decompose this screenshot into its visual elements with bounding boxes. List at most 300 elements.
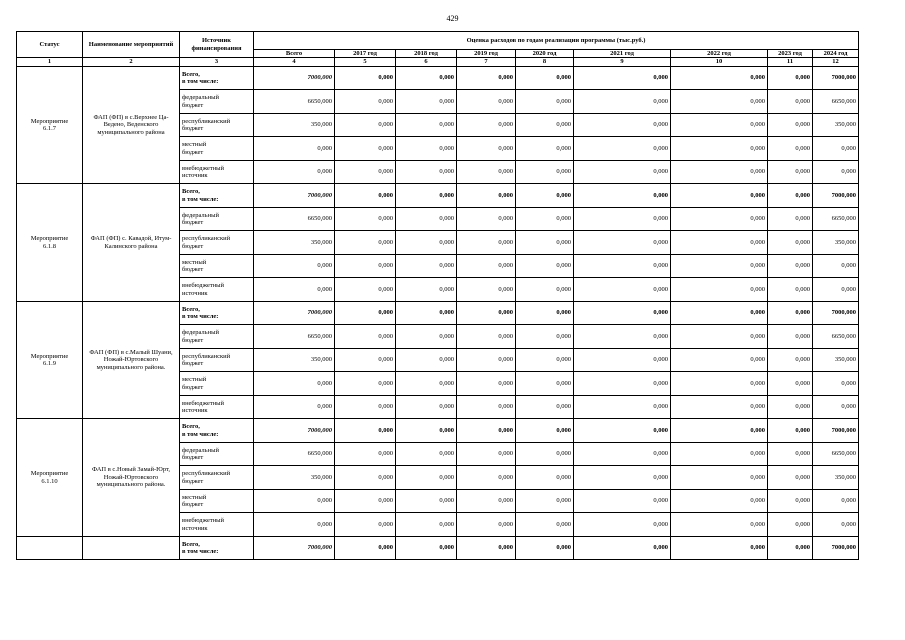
header-year-6: 2022 год — [671, 50, 768, 58]
funding-source-line1: республиканский — [182, 352, 231, 360]
page-bottom-margin — [0, 585, 905, 640]
amount-cell: 0,000 — [574, 137, 671, 161]
funding-source — [180, 66, 254, 90]
amount-cell: 0,000 — [396, 184, 457, 208]
amount-cell: 0,000 — [768, 536, 813, 560]
funding-source-line1: внебюджетный — [182, 282, 225, 290]
measure-status — [17, 184, 83, 302]
column-number: 4 — [254, 58, 335, 66]
funding-source-line1: внебюджетный — [182, 399, 225, 407]
funding-source — [180, 278, 254, 302]
amount-cell: 0,000 — [813, 137, 859, 161]
amount-cell: 0,000 — [335, 254, 396, 278]
amount-cell: 0,000 — [574, 513, 671, 537]
amount-cell: 0,000 — [671, 489, 768, 513]
amount-cell: 7000,000 — [813, 301, 859, 325]
measure-name: ФАП (ФП) с. Кавадой, Итум-Калинского района — [83, 184, 180, 302]
amount-cell: 0,000 — [457, 466, 516, 490]
measure-status-label: Мероприятие — [30, 352, 69, 360]
amount-cell: 0,000 — [671, 372, 768, 396]
amount-cell: 0,000 — [574, 348, 671, 372]
funding-source — [180, 184, 254, 208]
column-number: 8 — [516, 58, 574, 66]
amount-cell: 6650,000 — [813, 90, 859, 114]
column-number: 5 — [335, 58, 396, 66]
funding-source-line1: местный — [182, 141, 207, 149]
funding-source-line1: федеральный — [182, 94, 219, 102]
amount-cell: 0,000 — [768, 90, 813, 114]
amount-cell: 0,000 — [574, 66, 671, 90]
amount-cell: 6650,000 — [813, 442, 859, 466]
amount-cell: 350,000 — [813, 348, 859, 372]
table-row — [17, 66, 859, 90]
funding-source — [180, 466, 254, 490]
funding-source-line2: бюджет — [182, 219, 204, 227]
funding-source-line1: Всего, — [182, 188, 200, 196]
amount-cell: 7000,000 — [254, 419, 335, 443]
amount-cell: 0,000 — [813, 278, 859, 302]
table-row — [17, 536, 859, 560]
amount-cell: 0,000 — [768, 395, 813, 419]
amount-cell: 0,000 — [768, 325, 813, 349]
amount-cell: 7000,000 — [813, 419, 859, 443]
amount-cell: 0,000 — [516, 466, 574, 490]
amount-cell: 0,000 — [516, 184, 574, 208]
header-year-7: 2023 год — [768, 50, 813, 58]
amount-cell: 0,000 — [254, 513, 335, 537]
amount-cell: 0,000 — [671, 231, 768, 255]
measure-name: ФАП в с.Новый Замай-Юрт, Ножай-Юртовского муниципального района. — [83, 419, 180, 537]
amount-cell: 0,000 — [254, 395, 335, 419]
measure-name — [83, 536, 180, 560]
funding-source — [180, 489, 254, 513]
amount-cell: 0,000 — [335, 419, 396, 443]
amount-cell: 0,000 — [396, 325, 457, 349]
amount-cell: 0,000 — [574, 113, 671, 137]
amount-cell: 0,000 — [516, 301, 574, 325]
amount-cell: 0,000 — [574, 90, 671, 114]
amount-cell: 0,000 — [813, 372, 859, 396]
amount-cell: 0,000 — [396, 231, 457, 255]
amount-cell: 0,000 — [671, 301, 768, 325]
funding-source-line2: бюджет — [182, 383, 204, 391]
table-row — [17, 184, 859, 208]
amount-cell: 7000,000 — [254, 184, 335, 208]
amount-cell: 0,000 — [574, 536, 671, 560]
amount-cell: 0,000 — [813, 489, 859, 513]
amount-cell: 0,000 — [671, 113, 768, 137]
amount-cell: 0,000 — [671, 90, 768, 114]
amount-cell: 0,000 — [457, 325, 516, 349]
amount-cell: 0,000 — [335, 207, 396, 231]
amount-cell: 7000,000 — [813, 66, 859, 90]
funding-source — [180, 325, 254, 349]
amount-cell: 0,000 — [768, 372, 813, 396]
amount-cell: 0,000 — [671, 184, 768, 208]
amount-cell: 0,000 — [768, 278, 813, 302]
funding-source-line1: федеральный — [182, 446, 219, 454]
amount-cell: 0,000 — [671, 419, 768, 443]
column-number: 9 — [574, 58, 671, 66]
amount-cell: 0,000 — [516, 90, 574, 114]
amount-cell: 0,000 — [457, 395, 516, 419]
funding-source-line1: Всего, — [182, 540, 200, 548]
amount-cell: 0,000 — [457, 137, 516, 161]
amount-cell: 0,000 — [671, 442, 768, 466]
funding-source-line2: бюджет — [182, 242, 204, 250]
header-year-3: 2019 год — [457, 50, 516, 58]
column-number: 11 — [768, 58, 813, 66]
funding-source-line2: бюджет — [182, 148, 204, 156]
funding-source-line1: республиканский — [182, 470, 231, 478]
amount-cell: 0,000 — [396, 466, 457, 490]
funding-source-line2: в том числе: — [182, 78, 219, 86]
column-number: 12 — [813, 58, 859, 66]
amount-cell: 0,000 — [457, 348, 516, 372]
amount-cell: 350,000 — [254, 113, 335, 137]
budget-table — [16, 31, 859, 560]
amount-cell: 0,000 — [335, 231, 396, 255]
amount-cell: 0,000 — [396, 207, 457, 231]
funding-source-line1: местный — [182, 376, 207, 384]
measure-status-code: 6.1.8 — [43, 242, 56, 250]
amount-cell: 0,000 — [768, 66, 813, 90]
amount-cell: 0,000 — [396, 348, 457, 372]
measure-status — [17, 301, 83, 419]
funding-source — [180, 137, 254, 161]
funding-source — [180, 419, 254, 443]
amount-cell: 0,000 — [335, 66, 396, 90]
amount-cell: 0,000 — [396, 395, 457, 419]
amount-cell: 6650,000 — [254, 207, 335, 231]
amount-cell: 350,000 — [254, 466, 335, 490]
amount-cell: 0,000 — [574, 207, 671, 231]
measure-status-code: 6.1.9 — [43, 360, 56, 368]
funding-source — [180, 372, 254, 396]
amount-cell: 0,000 — [254, 254, 335, 278]
amount-cell: 0,000 — [768, 231, 813, 255]
funding-source — [180, 348, 254, 372]
amount-cell: 350,000 — [254, 348, 335, 372]
funding-source-line2: в том числе: — [182, 313, 219, 321]
amount-cell: 0,000 — [671, 278, 768, 302]
header-year-4: 2020 год — [516, 50, 574, 58]
amount-cell: 0,000 — [768, 442, 813, 466]
amount-cell: 0,000 — [516, 207, 574, 231]
amount-cell: 0,000 — [768, 419, 813, 443]
amount-cell: 0,000 — [457, 372, 516, 396]
column-number: 10 — [671, 58, 768, 66]
funding-source-line2: бюджет — [182, 477, 204, 485]
amount-cell: 0,000 — [574, 184, 671, 208]
funding-source-line2: бюджет — [182, 454, 204, 462]
amount-cell: 0,000 — [254, 372, 335, 396]
amount-cell: 0,000 — [671, 395, 768, 419]
amount-cell: 0,000 — [813, 254, 859, 278]
amount-cell: 0,000 — [396, 372, 457, 396]
amount-cell: 350,000 — [254, 231, 335, 255]
amount-cell: 0,000 — [516, 278, 574, 302]
funding-source-line2: бюджет — [182, 101, 204, 109]
amount-cell: 0,000 — [396, 442, 457, 466]
amount-cell: 0,000 — [768, 184, 813, 208]
amount-cell: 6650,000 — [254, 442, 335, 466]
amount-cell: 0,000 — [768, 137, 813, 161]
amount-cell: 0,000 — [457, 207, 516, 231]
funding-source-line1: местный — [182, 258, 207, 266]
amount-cell: 0,000 — [335, 113, 396, 137]
amount-cell: 0,000 — [335, 301, 396, 325]
funding-source-line2: источник — [182, 289, 208, 297]
amount-cell: 0,000 — [574, 442, 671, 466]
funding-source-line1: Всего, — [182, 70, 200, 78]
amount-cell: 0,000 — [516, 325, 574, 349]
funding-source-line2: в том числе: — [182, 430, 219, 438]
amount-cell: 0,000 — [396, 66, 457, 90]
column-number: 7 — [457, 58, 516, 66]
amount-cell: 0,000 — [457, 184, 516, 208]
amount-cell: 0,000 — [457, 254, 516, 278]
amount-cell: 0,000 — [768, 301, 813, 325]
table-row — [17, 419, 859, 443]
amount-cell: 350,000 — [813, 231, 859, 255]
amount-cell: 0,000 — [516, 254, 574, 278]
amount-cell: 0,000 — [396, 113, 457, 137]
amount-cell: 7000,000 — [813, 536, 859, 560]
amount-cell: 0,000 — [813, 395, 859, 419]
amount-cell: 0,000 — [457, 113, 516, 137]
amount-cell: 0,000 — [671, 207, 768, 231]
amount-cell: 0,000 — [768, 254, 813, 278]
amount-cell: 6650,000 — [813, 325, 859, 349]
amount-cell: 0,000 — [396, 254, 457, 278]
amount-cell: 0,000 — [335, 466, 396, 490]
amount-cell: 0,000 — [396, 513, 457, 537]
funding-source — [180, 513, 254, 537]
funding-source-line1: местный — [182, 493, 207, 501]
funding-source-line2: бюджет — [182, 360, 204, 368]
amount-cell: 6650,000 — [813, 207, 859, 231]
amount-cell: 0,000 — [396, 489, 457, 513]
amount-cell: 0,000 — [516, 231, 574, 255]
amount-cell: 0,000 — [574, 419, 671, 443]
amount-cell: 0,000 — [335, 160, 396, 184]
amount-cell: 0,000 — [396, 278, 457, 302]
funding-source — [180, 536, 254, 560]
measure-status — [17, 419, 83, 537]
funding-source-line2: источник — [182, 172, 208, 180]
amount-cell: 0,000 — [768, 348, 813, 372]
funding-source-line2: бюджет — [182, 336, 204, 344]
amount-cell: 0,000 — [335, 325, 396, 349]
funding-source-line1: внебюджетный — [182, 517, 225, 525]
amount-cell: 0,000 — [671, 160, 768, 184]
column-number: 6 — [396, 58, 457, 66]
amount-cell: 6650,000 — [254, 90, 335, 114]
funding-source — [180, 442, 254, 466]
amount-cell: 0,000 — [516, 160, 574, 184]
funding-source-line1: республиканский — [182, 235, 231, 243]
amount-cell: 0,000 — [768, 513, 813, 537]
amount-cell: 0,000 — [457, 419, 516, 443]
funding-source — [180, 254, 254, 278]
funding-source — [180, 160, 254, 184]
amount-cell: 0,000 — [671, 536, 768, 560]
amount-cell: 0,000 — [768, 113, 813, 137]
amount-cell: 0,000 — [574, 466, 671, 490]
amount-cell: 0,000 — [457, 160, 516, 184]
table-row — [17, 301, 859, 325]
amount-cell: 0,000 — [396, 536, 457, 560]
amount-cell: 0,000 — [335, 184, 396, 208]
amount-cell: 0,000 — [457, 278, 516, 302]
amount-cell: 0,000 — [574, 395, 671, 419]
header-year-5: 2021 год — [574, 50, 671, 58]
amount-cell: 0,000 — [335, 348, 396, 372]
funding-source — [180, 395, 254, 419]
amount-cell: 0,000 — [516, 66, 574, 90]
amount-cell: 0,000 — [574, 372, 671, 396]
header-year-1: 2017 год — [335, 50, 396, 58]
column-number: 2 — [83, 58, 180, 66]
amount-cell: 0,000 — [574, 231, 671, 255]
measure-name: ФАП (ФП) в с.Верхнее Ца-Ведено, Веденского муниципального района — [83, 66, 180, 184]
amount-cell: 0,000 — [457, 489, 516, 513]
funding-source-line2: бюджет — [182, 125, 204, 133]
amount-cell: 350,000 — [813, 466, 859, 490]
amount-cell: 0,000 — [396, 160, 457, 184]
funding-source-line1: федеральный — [182, 329, 219, 337]
funding-source — [180, 301, 254, 325]
funding-source — [180, 90, 254, 114]
amount-cell: 0,000 — [516, 372, 574, 396]
header-status: Статус — [17, 32, 83, 58]
amount-cell: 0,000 — [516, 442, 574, 466]
amount-cell: 0,000 — [254, 278, 335, 302]
amount-cell: 0,000 — [671, 137, 768, 161]
amount-cell: 0,000 — [574, 254, 671, 278]
funding-source-line1: республиканский — [182, 117, 231, 125]
amount-cell: 0,000 — [457, 513, 516, 537]
amount-cell: 0,000 — [516, 348, 574, 372]
amount-cell: 0,000 — [574, 489, 671, 513]
amount-cell: 0,000 — [335, 536, 396, 560]
amount-cell: 7000,000 — [813, 184, 859, 208]
amount-cell: 350,000 — [813, 113, 859, 137]
measure-status-label: Мероприятие — [30, 470, 69, 478]
amount-cell: 0,000 — [335, 372, 396, 396]
amount-cell: 0,000 — [671, 466, 768, 490]
amount-cell: 0,000 — [396, 301, 457, 325]
page-number: 429 — [446, 14, 459, 23]
funding-source-line2: в том числе: — [182, 195, 219, 203]
amount-cell: 0,000 — [768, 466, 813, 490]
amount-cell: 0,000 — [671, 66, 768, 90]
funding-source-line1: Всего, — [182, 305, 200, 313]
funding-source-line1: федеральный — [182, 211, 219, 219]
amount-cell: 0,000 — [671, 254, 768, 278]
measure-status-code: 6.1.10 — [41, 477, 58, 485]
amount-cell: 0,000 — [335, 278, 396, 302]
amount-cell: 0,000 — [396, 419, 457, 443]
measure-status — [17, 536, 83, 560]
header-estimate: Оценка расходов по годам реализации программы (тыс.руб.) — [254, 32, 859, 50]
amount-cell: 0,000 — [254, 137, 335, 161]
funding-source — [180, 207, 254, 231]
funding-source-line2: бюджет — [182, 266, 204, 274]
amount-cell: 0,000 — [254, 489, 335, 513]
amount-cell: 0,000 — [457, 536, 516, 560]
amount-cell: 6650,000 — [254, 325, 335, 349]
funding-source-line2: бюджет — [182, 501, 204, 509]
funding-source-line1: Всего, — [182, 423, 200, 431]
column-number: 3 — [180, 58, 254, 66]
amount-cell: 0,000 — [516, 419, 574, 443]
amount-cell: 0,000 — [671, 348, 768, 372]
funding-source — [180, 113, 254, 137]
amount-cell: 0,000 — [457, 90, 516, 114]
amount-cell: 0,000 — [574, 325, 671, 349]
measure-name: ФАП (ФП) в с.Малый Шуани, Ножай-Юртовского муниципального района. — [83, 301, 180, 419]
amount-cell: 0,000 — [768, 207, 813, 231]
measure-status — [17, 66, 83, 184]
amount-cell: 0,000 — [516, 513, 574, 537]
amount-cell: 0,000 — [516, 137, 574, 161]
column-number: 1 — [17, 58, 83, 66]
amount-cell: 0,000 — [516, 536, 574, 560]
amount-cell: 0,000 — [813, 160, 859, 184]
amount-cell: 7000,000 — [254, 536, 335, 560]
amount-cell: 0,000 — [574, 301, 671, 325]
amount-cell: 0,000 — [335, 489, 396, 513]
amount-cell: 0,000 — [457, 231, 516, 255]
amount-cell: 0,000 — [396, 90, 457, 114]
header-year-8: 2024 год — [813, 50, 859, 58]
amount-cell: 0,000 — [457, 66, 516, 90]
measure-status-code: 6.1.7 — [43, 125, 56, 133]
funding-source — [180, 231, 254, 255]
amount-cell: 0,000 — [254, 160, 335, 184]
funding-source-line1: внебюджетный — [182, 164, 225, 172]
amount-cell: 0,000 — [516, 395, 574, 419]
amount-cell: 0,000 — [335, 395, 396, 419]
amount-cell: 0,000 — [335, 513, 396, 537]
amount-cell: 0,000 — [768, 489, 813, 513]
header-year-0: Всего — [254, 50, 335, 58]
amount-cell: 0,000 — [396, 137, 457, 161]
amount-cell: 0,000 — [516, 489, 574, 513]
measure-status-label: Мероприятие — [30, 117, 69, 125]
header-source: Источник финансирования — [180, 32, 254, 58]
amount-cell: 0,000 — [457, 442, 516, 466]
funding-source-line2: в том числе: — [182, 548, 219, 556]
amount-cell: 0,000 — [335, 442, 396, 466]
amount-cell: 0,000 — [457, 301, 516, 325]
amount-cell: 0,000 — [335, 137, 396, 161]
amount-cell: 7000,000 — [254, 301, 335, 325]
amount-cell: 0,000 — [813, 513, 859, 537]
amount-cell: 0,000 — [671, 325, 768, 349]
amount-cell: 7000,000 — [254, 66, 335, 90]
amount-cell: 0,000 — [574, 278, 671, 302]
amount-cell: 0,000 — [335, 90, 396, 114]
header-name: Наименование мероприятий — [83, 32, 180, 58]
measure-status-label: Мероприятие — [30, 235, 69, 243]
header-year-2: 2018 год — [396, 50, 457, 58]
funding-source-line2: источник — [182, 524, 208, 532]
amount-cell: 0,000 — [768, 160, 813, 184]
amount-cell: 0,000 — [516, 113, 574, 137]
